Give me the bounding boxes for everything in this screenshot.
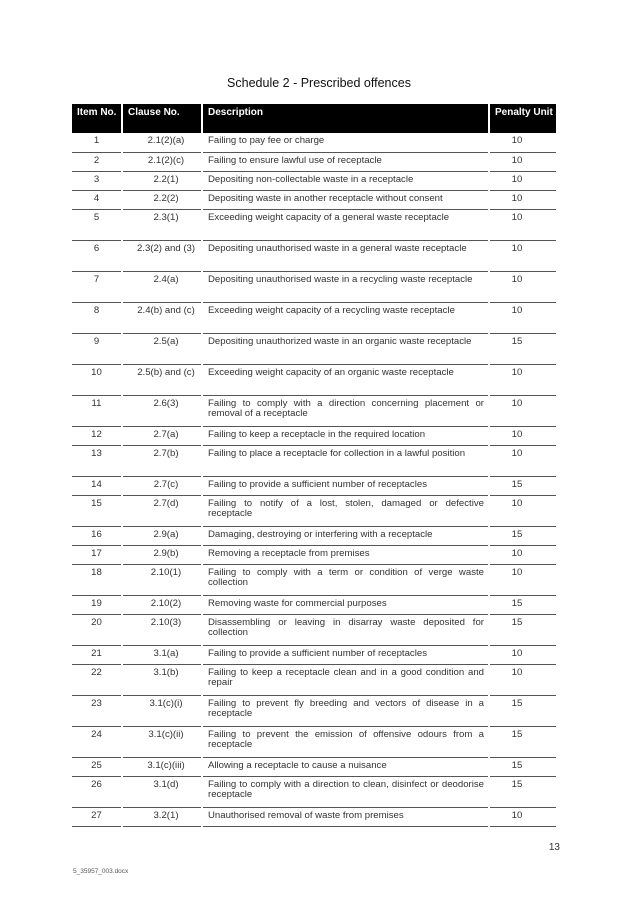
clause-cell: 2.9(b) — [122, 545, 202, 564]
penalty-cell: 15 — [489, 526, 556, 545]
clause-cell: 2.1(2)(c) — [122, 152, 202, 171]
penalty-cell: 10 — [489, 171, 556, 190]
clause-cell: 2.5(a) — [122, 333, 202, 364]
prescribed-offences-table — [72, 104, 556, 827]
header-penalty: Penalty Unit — [489, 104, 556, 133]
table-row — [72, 395, 556, 426]
item-cell: 17 — [72, 545, 122, 564]
penalty-cell: 10 — [489, 364, 556, 395]
table-body — [72, 133, 556, 826]
table-row — [72, 271, 556, 302]
item-cell: 15 — [72, 495, 122, 526]
penalty-cell: 15 — [489, 695, 556, 726]
table-row — [72, 240, 556, 271]
table-header-row — [72, 104, 556, 133]
clause-cell: 2.3(2) and (3) — [122, 240, 202, 271]
item-cell: 2 — [72, 152, 122, 171]
penalty-cell: 10 — [489, 807, 556, 826]
clause-cell: 2.7(c) — [122, 476, 202, 495]
description-cell: Failing to keep a receptacle clean and in a good condition and repair — [202, 664, 489, 695]
clause-cell: 2.10(3) — [122, 614, 202, 645]
document-id: 5_35957_003.docx — [73, 868, 129, 875]
description-cell: Failing to provide a sufficient number of receptacles — [202, 645, 489, 664]
description-cell: Failing to notify of a lost, stolen, damaged or defective receptacle — [202, 495, 489, 526]
clause-cell: 3.1(c)(ii) — [122, 726, 202, 757]
table-row — [72, 695, 556, 726]
clause-cell: 3.1(c)(i) — [122, 695, 202, 726]
page-title: Schedule 2 - Prescribed offences — [227, 76, 411, 90]
table-row — [72, 190, 556, 209]
table-row — [72, 726, 556, 757]
penalty-cell: 10 — [489, 302, 556, 333]
penalty-cell: 10 — [489, 645, 556, 664]
penalty-cell: 15 — [489, 726, 556, 757]
penalty-cell: 10 — [489, 271, 556, 302]
table-row — [72, 152, 556, 171]
penalty-cell: 10 — [489, 564, 556, 595]
penalty-cell: 10 — [489, 664, 556, 695]
page-number: 13 — [548, 842, 560, 853]
penalty-cell: 15 — [489, 776, 556, 807]
clause-cell: 3.1(d) — [122, 776, 202, 807]
item-cell: 1 — [72, 133, 122, 152]
item-cell: 14 — [72, 476, 122, 495]
table-row — [72, 526, 556, 545]
table-row — [72, 476, 556, 495]
item-cell: 20 — [72, 614, 122, 645]
table-row — [72, 564, 556, 595]
description-cell: Failing to place a receptacle for collection in a lawful position — [202, 445, 489, 476]
table-row — [72, 171, 556, 190]
item-cell: 4 — [72, 190, 122, 209]
description-cell: Failing to comply with a direction concerning placement or removal of a receptacle — [202, 395, 489, 426]
item-cell: 21 — [72, 645, 122, 664]
clause-cell: 2.2(2) — [122, 190, 202, 209]
penalty-cell: 15 — [489, 757, 556, 776]
description-cell: Failing to prevent the emission of offensive odours from a receptacle — [202, 726, 489, 757]
item-cell: 25 — [72, 757, 122, 776]
table-row — [72, 495, 556, 526]
description-cell: Depositing non-collectable waste in a receptacle — [202, 171, 489, 190]
table-row — [72, 545, 556, 564]
penalty-cell: 10 — [489, 190, 556, 209]
penalty-cell: 10 — [489, 240, 556, 271]
item-cell: 10 — [72, 364, 122, 395]
clause-cell: 2.1(2)(a) — [122, 133, 202, 152]
description-cell: Depositing waste in another receptacle without consent — [202, 190, 489, 209]
table-row — [72, 133, 556, 152]
clause-cell: 2.5(b) and (c) — [122, 364, 202, 395]
item-cell: 5 — [72, 209, 122, 240]
item-cell: 23 — [72, 695, 122, 726]
clause-cell: 3.1(b) — [122, 664, 202, 695]
header-clause: Clause No. — [122, 104, 202, 133]
description-cell: Failing to keep a receptacle in the required location — [202, 426, 489, 445]
table-row — [72, 595, 556, 614]
description-cell: Failing to ensure lawful use of receptacle — [202, 152, 489, 171]
clause-cell: 2.9(a) — [122, 526, 202, 545]
table-row — [72, 364, 556, 395]
penalty-cell: 10 — [489, 426, 556, 445]
item-cell: 3 — [72, 171, 122, 190]
description-cell: Exceeding weight capacity of a recycling waste receptacle — [202, 302, 489, 333]
clause-cell: 3.1(a) — [122, 645, 202, 664]
item-cell: 12 — [72, 426, 122, 445]
description-cell: Depositing unauthorised waste in a general waste receptacle — [202, 240, 489, 271]
penalty-cell: 10 — [489, 545, 556, 564]
item-cell: 16 — [72, 526, 122, 545]
description-cell: Unauthorised removal of waste from premises — [202, 807, 489, 826]
table-row — [72, 664, 556, 695]
header-description: Description — [202, 104, 489, 133]
clause-cell: 2.3(1) — [122, 209, 202, 240]
table-row — [72, 445, 556, 476]
description-cell: Damaging, destroying or interfering with a receptacle — [202, 526, 489, 545]
clause-cell: 2.6(3) — [122, 395, 202, 426]
item-cell: 24 — [72, 726, 122, 757]
penalty-cell: 10 — [489, 152, 556, 171]
item-cell: 8 — [72, 302, 122, 333]
clause-cell: 2.7(d) — [122, 495, 202, 526]
item-cell: 27 — [72, 807, 122, 826]
description-cell: Depositing unauthorized waste in an organic waste receptacle — [202, 333, 489, 364]
clause-cell: 3.2(1) — [122, 807, 202, 826]
penalty-cell: 10 — [489, 209, 556, 240]
table-row — [72, 209, 556, 240]
clause-cell: 2.10(2) — [122, 595, 202, 614]
item-cell: 26 — [72, 776, 122, 807]
item-cell: 13 — [72, 445, 122, 476]
penalty-cell: 10 — [489, 445, 556, 476]
description-cell: Failing to prevent fly breeding and vectors of disease in a receptacle — [202, 695, 489, 726]
item-cell: 18 — [72, 564, 122, 595]
table-row — [72, 333, 556, 364]
clause-cell: 2.4(b) and (c) — [122, 302, 202, 333]
penalty-cell: 15 — [489, 333, 556, 364]
clause-cell: 3.1(c)(iii) — [122, 757, 202, 776]
clause-cell: 2.7(b) — [122, 445, 202, 476]
description-cell: Removing waste for commercial purposes — [202, 595, 489, 614]
item-cell: 19 — [72, 595, 122, 614]
table-row — [72, 426, 556, 445]
clause-cell: 2.2(1) — [122, 171, 202, 190]
penalty-cell: 15 — [489, 595, 556, 614]
clause-cell: 2.4(a) — [122, 271, 202, 302]
description-cell: Failing to comply with a direction to clean, disinfect or deodorise receptacle — [202, 776, 489, 807]
item-cell: 6 — [72, 240, 122, 271]
table-row — [72, 757, 556, 776]
table-row — [72, 614, 556, 645]
header-item: Item No. — [77, 107, 117, 118]
table-row — [72, 302, 556, 333]
table-row — [72, 776, 556, 807]
item-cell: 11 — [72, 395, 122, 426]
penalty-cell: 10 — [489, 395, 556, 426]
penalty-cell: 10 — [489, 133, 556, 152]
item-cell: 22 — [72, 664, 122, 695]
item-cell: 7 — [72, 271, 122, 302]
clause-cell: 2.10(1) — [122, 564, 202, 595]
description-cell: Failing to pay fee or charge — [202, 133, 489, 152]
item-cell: 9 — [72, 333, 122, 364]
table-row — [72, 807, 556, 826]
table-row — [72, 645, 556, 664]
description-cell: Removing a receptacle from premises — [202, 545, 489, 564]
penalty-cell: 15 — [489, 614, 556, 645]
description-cell: Disassembling or leaving in disarray waste deposited for collection — [202, 614, 489, 645]
description-cell: Failing to comply with a term or condition of verge waste collection — [202, 564, 489, 595]
penalty-cell: 15 — [489, 476, 556, 495]
description-cell: Exceeding weight capacity of a general waste receptacle — [202, 209, 489, 240]
clause-cell: 2.7(a) — [122, 426, 202, 445]
description-cell: Failing to provide a sufficient number of receptacles — [202, 476, 489, 495]
description-cell: Depositing unauthorised waste in a recycling waste receptacle — [202, 271, 489, 302]
description-cell: Allowing a receptacle to cause a nuisance — [202, 757, 489, 776]
description-cell: Exceeding weight capacity of an organic waste receptacle — [202, 364, 489, 395]
penalty-cell: 10 — [489, 495, 556, 526]
